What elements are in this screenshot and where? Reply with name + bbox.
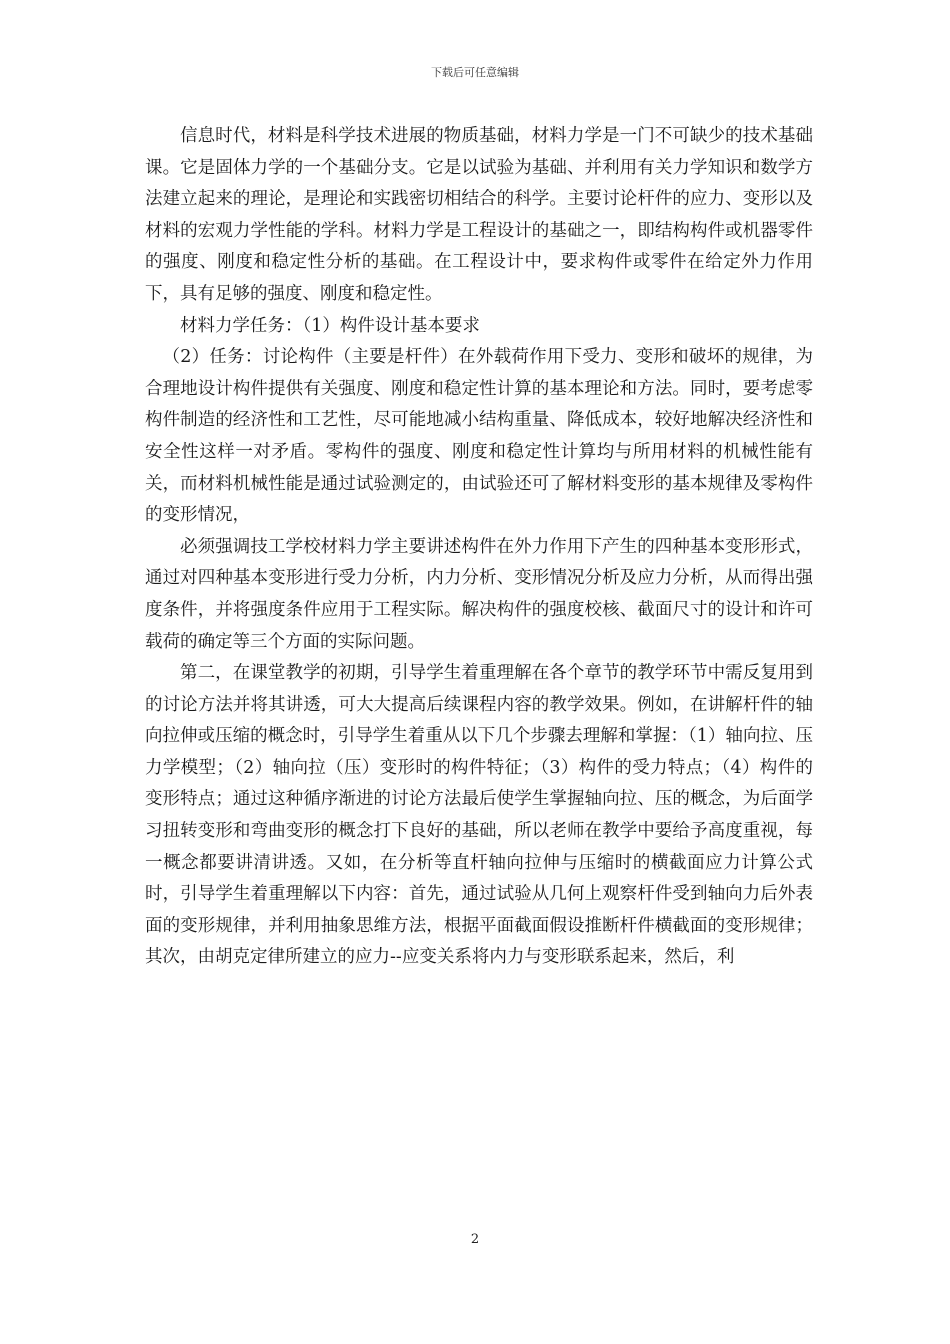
page-header: 下载后可任意编辑: [431, 66, 519, 79]
paragraph-emphasis: 必须强调技工学校材料力学主要讲述构件在外力作用下产生的四种基本变形形式，通过对四种基本变形进行受力分析，内力分析、变形情况分析及应力分析，从而得出强度条件，并将强度条件应用于工程实际。解决构件的强度校核、截面尺寸的设计和许可载荷的确定等三个方面的实际问题。: [145, 536, 813, 652]
paragraph-task-description: （2）任务：讨论构件（主要是杆件）在外载荷作用下受力、变形和破坏的规律，为合理地设计构件提供有关强度、刚度和稳定性计算的基本理论和方法。同时，要考虑零构件制造的经济性和工艺性，尽可能地减小结构重量、降低成本，较好地解决经济性和安全性这样一对矛盾。零构件的强度、刚度和稳定性计算均与所用材料的机械性能有关，而材料机械性能是通过试验测定的，由试验还可了解材料变形的基本规律及零构件的变形情况，: [145, 347, 813, 526]
paragraph-material-mechanics-intro: 信息时代，材料是科学技术进展的物质基础，材料力学是一门不可缺少的技术基础课。它是固体力学的一个基础分支。它是以试验为基础、并利用有关力学知识和数学方法建立起来的理论，是理论和实践密切相结合的科学。主要讨论杆件的应力、变形以及材料的宏观力学性能的学科。材料力学是工程设计的基础之一，即结构构件或机器零件的强度、刚度和稳定性分析的基础。在工程设计中，要求构件或零件在给定外力作用下，具有足够的强度、刚度和稳定性。: [145, 126, 813, 304]
page-number: 2: [470, 1232, 480, 1247]
paragraph-second-point: 第二，在课堂教学的初期，引导学生着重理解在各个章节的教学环节中需反复用到的讨论方法并将其讲透，可大大提高后续课程内容的教学效果。例如，在讲解杆件的轴向拉伸或压缩的概念时，引导学生着重从以下几个步骤去理解和掌握：（1）轴向拉、压力学模型；（2）轴向拉（压）变形时的构件特征；（3）构件的受力特点；（4）构件的变形特点；通过这种循序渐进的讨论方法最后使学生掌握轴向拉、压的概念，为后面学习扭转变形和弯曲变形的概念打下良好的基础，所以老师在教学中要给予高度重视，每一概念都要讲清讲透。又如，在分析等直杆轴向拉伸与压缩时的横截面应力计算公式时，引导学生着重理解以下内容：首先，通过试验从几何上观察杆件受到轴向力后外表面的变形规律，并利用抽象思维方法，根据平面截面假设推断杆件横截面的变形规律；其次，由胡克定律所建立的应力--应变关系将内力与变形联系起来，然后，利: [145, 663, 813, 968]
document-body: [145, 121, 813, 974]
paragraph-task-heading: 材料力学任务：（1）构件设计基本要求: [180, 315, 480, 336]
